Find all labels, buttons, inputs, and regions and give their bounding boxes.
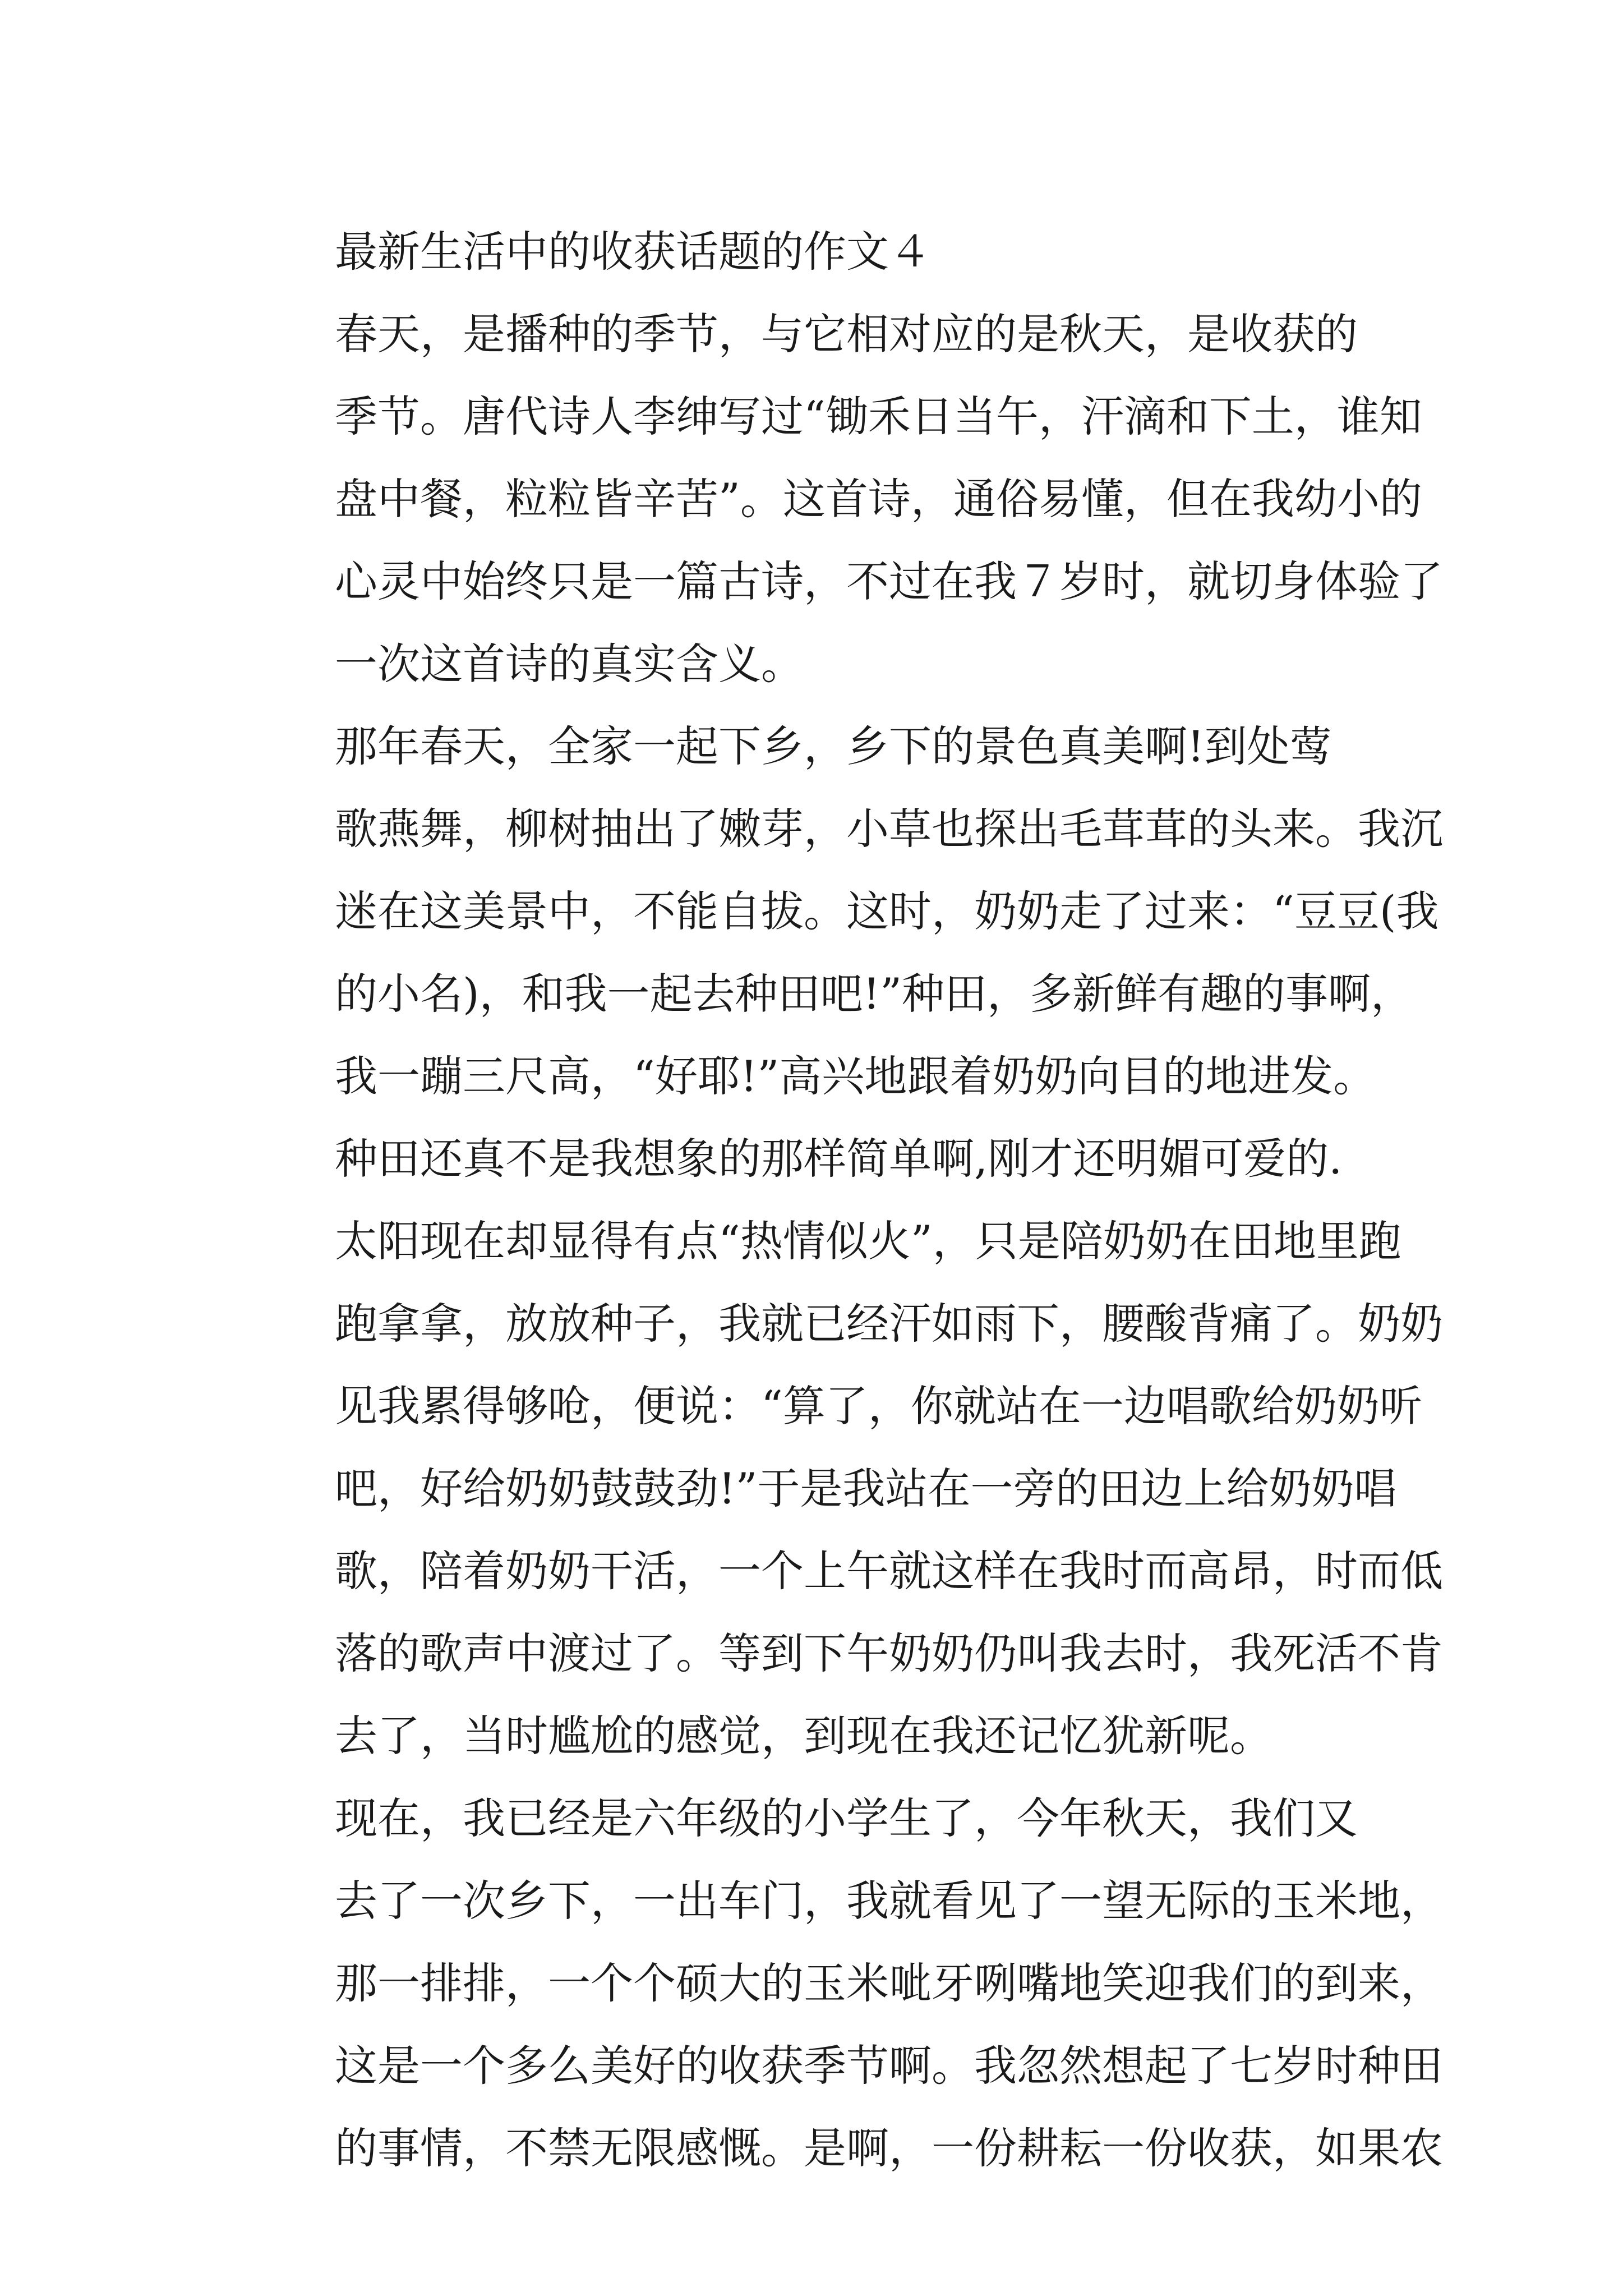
paragraph bbox=[250, 1777, 1443, 2189]
text-line: 吧，好给奶奶鼓鼓劲!”于是我站在一旁的田边上给奶奶唱 bbox=[335, 1464, 1397, 1513]
text-line: 那一排排，一个个硕大的玉米呲牙咧嘴地笑迎我们的到来， bbox=[335, 1958, 1443, 2008]
text-line: 歌燕舞，柳树抽出了嫩芽，小草也探出毛茸茸的头来。我沉 bbox=[335, 804, 1443, 854]
text-line: 见我累得够呛，便说：“算了，你就站在一边唱歌给奶奶听 bbox=[335, 1381, 1422, 1431]
text-line: 的事情，不禁无限感慨。是啊，一份耕耘一份收获，如果农 bbox=[335, 2123, 1443, 2173]
text-line: 季节。唐代诗人李绅写过“锄禾日当午，汗滴和下土，谁知 bbox=[335, 392, 1422, 441]
text-line: 那年春天，全家一起下乡，乡下的景色真美啊!到处莺 bbox=[335, 721, 1332, 771]
text-line: 跑拿拿，放放种子，我就已经汗如雨下，腰酸背痛了。奶奶 bbox=[335, 1299, 1443, 1349]
document-body bbox=[250, 210, 1443, 2189]
text-line: 现在，我已经是六年级的小学生了，今年秋天，我们又 bbox=[335, 1793, 1358, 1843]
text-line: 去了一次乡下，一出车门，我就看见了一望无际的玉米地， bbox=[335, 1876, 1443, 1926]
text-line: 的小名)，和我一起去种田吧!”种田，多新鲜有趣的事啊， bbox=[335, 969, 1414, 1019]
text-line: 种田还真不是我想象的那样简单啊,刚才还明媚可爱的. bbox=[335, 1134, 1343, 1184]
paragraph bbox=[250, 293, 1443, 705]
text-line: 一次这首诗的真实含义。 bbox=[335, 639, 804, 689]
text-line: 落的歌声中渡过了。等到下午奶奶仍叫我去时，我死活不肯 bbox=[335, 1628, 1443, 1678]
text-line: 太阳现在却显得有点“热情似火”，只是陪奶奶在田地里跑 bbox=[335, 1216, 1401, 1266]
text-line: 心灵中始终只是一篇古诗，不过在我７岁时，就切身体验了 bbox=[335, 556, 1443, 606]
text-line: 歌，陪着奶奶干活，一个上午就这样在我时而高昂，时而低 bbox=[335, 1546, 1443, 1596]
text-line: 迷在这美景中，不能自拔。这时，奶奶走了过来：“豆豆(我 bbox=[335, 886, 1439, 936]
text-line: 春天，是播种的季节，与它相对应的是秋天，是收获的 bbox=[335, 309, 1358, 359]
text-line: 这是一个多么美好的收获季节啊。我忽然想起了七岁时种田 bbox=[335, 2041, 1443, 2091]
text-line: 盘中餐，粒粒皆辛苦”。这首诗，通俗易懂，但在我幼小的 bbox=[335, 474, 1422, 524]
paragraph bbox=[250, 705, 1443, 1117]
text-line: 去了，当时尴尬的感觉，到现在我还记忆犹新呢。 bbox=[335, 1711, 1272, 1761]
paragraph-container bbox=[250, 293, 1443, 2189]
document-title: 最新生活中的收获话题的作文４ bbox=[335, 227, 932, 277]
text-line: 我一蹦三尺高，“好耶!”高兴地跟着奶奶向目的地进发。 bbox=[335, 1051, 1376, 1101]
paragraph bbox=[250, 1117, 1443, 1777]
